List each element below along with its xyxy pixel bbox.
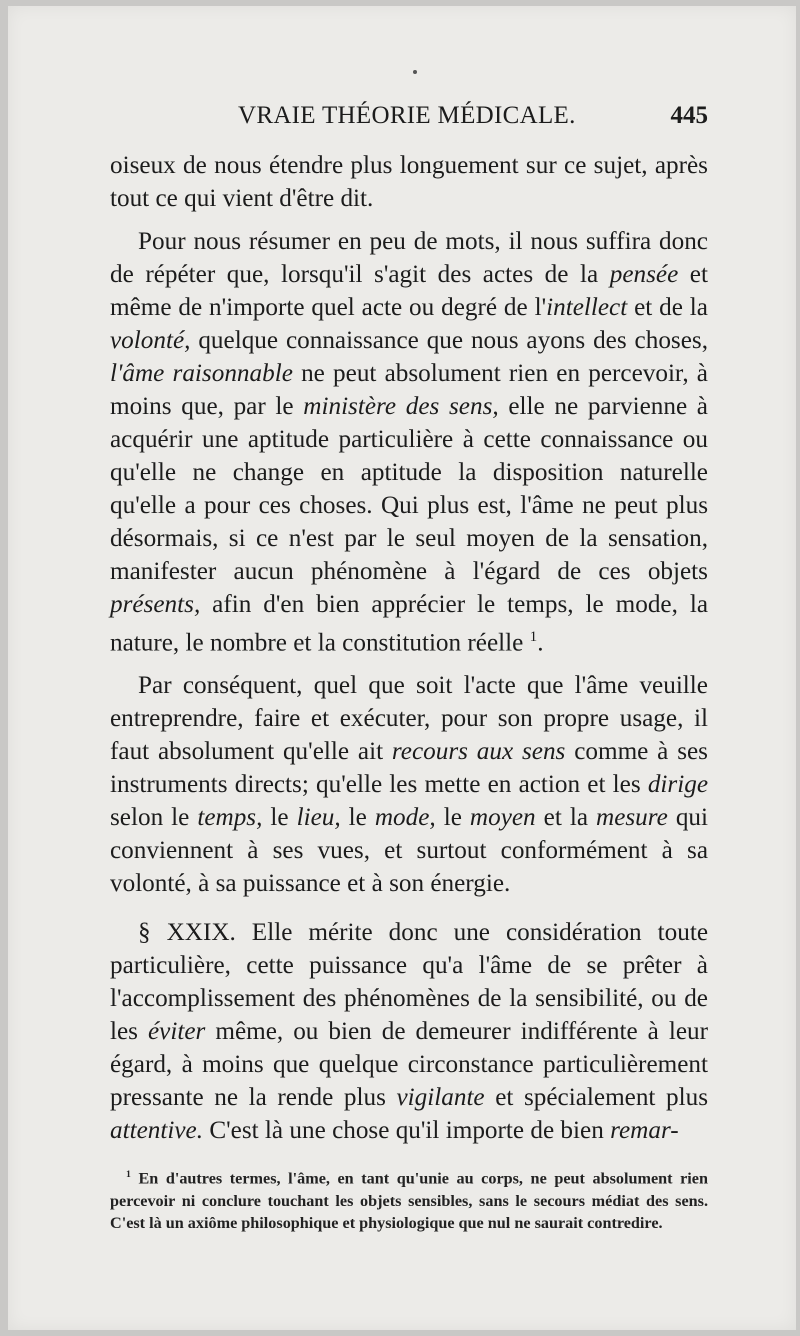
text-run: selon le <box>110 804 198 832</box>
footnote-marker: 1 <box>126 1169 131 1180</box>
text-run: qui conviennent à ses vues, et surtout conformément à sa volonté, à sa puissance et à son énergie. <box>110 804 709 898</box>
italic-text: attentive. <box>110 1117 204 1145</box>
text-run: le <box>435 804 470 832</box>
footnote-reference: 1 <box>529 629 538 645</box>
paragraph <box>110 149 708 215</box>
text-run: Par conséquent, quel que soit l'acte que l'âme veuille entreprendre, faire et exécuter, pour son propre usage, il faut absolument qu'elle ait <box>110 672 708 766</box>
italic-text: moyen <box>469 804 536 832</box>
section-paragraph <box>110 916 708 1147</box>
text-run: quelque connaissance que nous ayons des choses, <box>190 327 708 354</box>
italic-text: pensée <box>609 261 679 288</box>
text-run: comme à ses instruments directs; qu'elle les mette en action et les <box>110 738 708 799</box>
italic-text: intellect <box>546 294 628 321</box>
paragraph <box>110 669 708 900</box>
text-run: Pour nous résumer en peu de mots, il nous suffira donc de répéter que, lorsqu'il s'agit des actes de la <box>110 228 708 288</box>
running-title: VRAIE THÉORIE MÉDICALE. <box>238 102 576 129</box>
italic-text: mode, <box>374 804 436 832</box>
italic-text: lieu, <box>296 804 341 832</box>
italic-text: mesure <box>596 804 668 832</box>
book-page <box>8 6 796 1330</box>
footnote-separator <box>110 1153 708 1154</box>
italic-text: temps, <box>197 804 263 832</box>
text-run: ne peut absolument rien en percevoir, à moins que, par le <box>110 360 708 420</box>
text-run: . <box>537 629 544 657</box>
footnote-text: En d'autres termes, l'âme, en tant qu'unie au corps, ne peut absolument rien percevoir ni conclure touchant les objets sensibles, sans le secours médiat des sens. C'est là un axiôme philosophique et physiologique que nul ne saurait contredire. <box>110 1169 708 1233</box>
text-run: même, ou bien de demeurer indifférente à leur égard, à moins que quelque circonstance particulièrement pressante ne la rende plus <box>110 1018 709 1112</box>
text-run: oiseux de nous étendre plus longuement sur ce sujet, après tout ce qui vient d'être dit. <box>110 152 708 212</box>
italic-text: vigilante <box>396 1084 485 1112</box>
italic-text: remar- <box>610 1117 679 1145</box>
paragraph <box>110 225 708 659</box>
italic-text: l'âme raisonnable <box>110 360 293 387</box>
page-header <box>238 102 708 138</box>
footnote <box>110 1164 708 1235</box>
text-run: afin d'en bien apprécier le temps, le mode, la nature, le nombre et la constitution réelle <box>110 591 708 657</box>
text-run: C'est là une chose qu'il importe de bien <box>203 1117 611 1145</box>
main-text <box>110 149 708 1157</box>
text-run: et spécialement plus <box>484 1084 708 1112</box>
italic-text: éviter <box>148 1018 206 1046</box>
italic-text: volonté, <box>110 327 191 354</box>
text-run: et de la <box>627 294 708 321</box>
italic-text: présents, <box>110 591 201 618</box>
page-number: 445 <box>670 102 708 129</box>
text-run: le <box>262 804 297 832</box>
printer-mark <box>413 70 417 74</box>
text-run: § XXIX. Elle mérite donc une considération toute particulière, cette puissance qu'a l'âme de se prêter à l'accomplissement des phénomènes de la sensibilité, ou de les <box>110 919 708 1046</box>
footnotes <box>110 1164 708 1235</box>
text-run: elle ne parvienne à acquérir une aptitude particulière à cette connaissance ou qu'elle ne change en aptitude la disposition naturelle qu'elle a pour ces choses. Qui plus est, l'âme ne peut plus désormais, si ce n'est par le seul moyen de la sensation, manifester aucun phénomène à l'égard de ces objets <box>110 393 708 585</box>
text-run: et la <box>535 804 597 832</box>
italic-text: dirige <box>647 771 708 799</box>
italic-text: ministère des sens, <box>303 393 499 420</box>
italic-text: recours aux sens <box>391 738 566 766</box>
text-run: et même de n'importe quel acte ou degré de l' <box>110 261 708 321</box>
text-run: le <box>340 804 375 832</box>
